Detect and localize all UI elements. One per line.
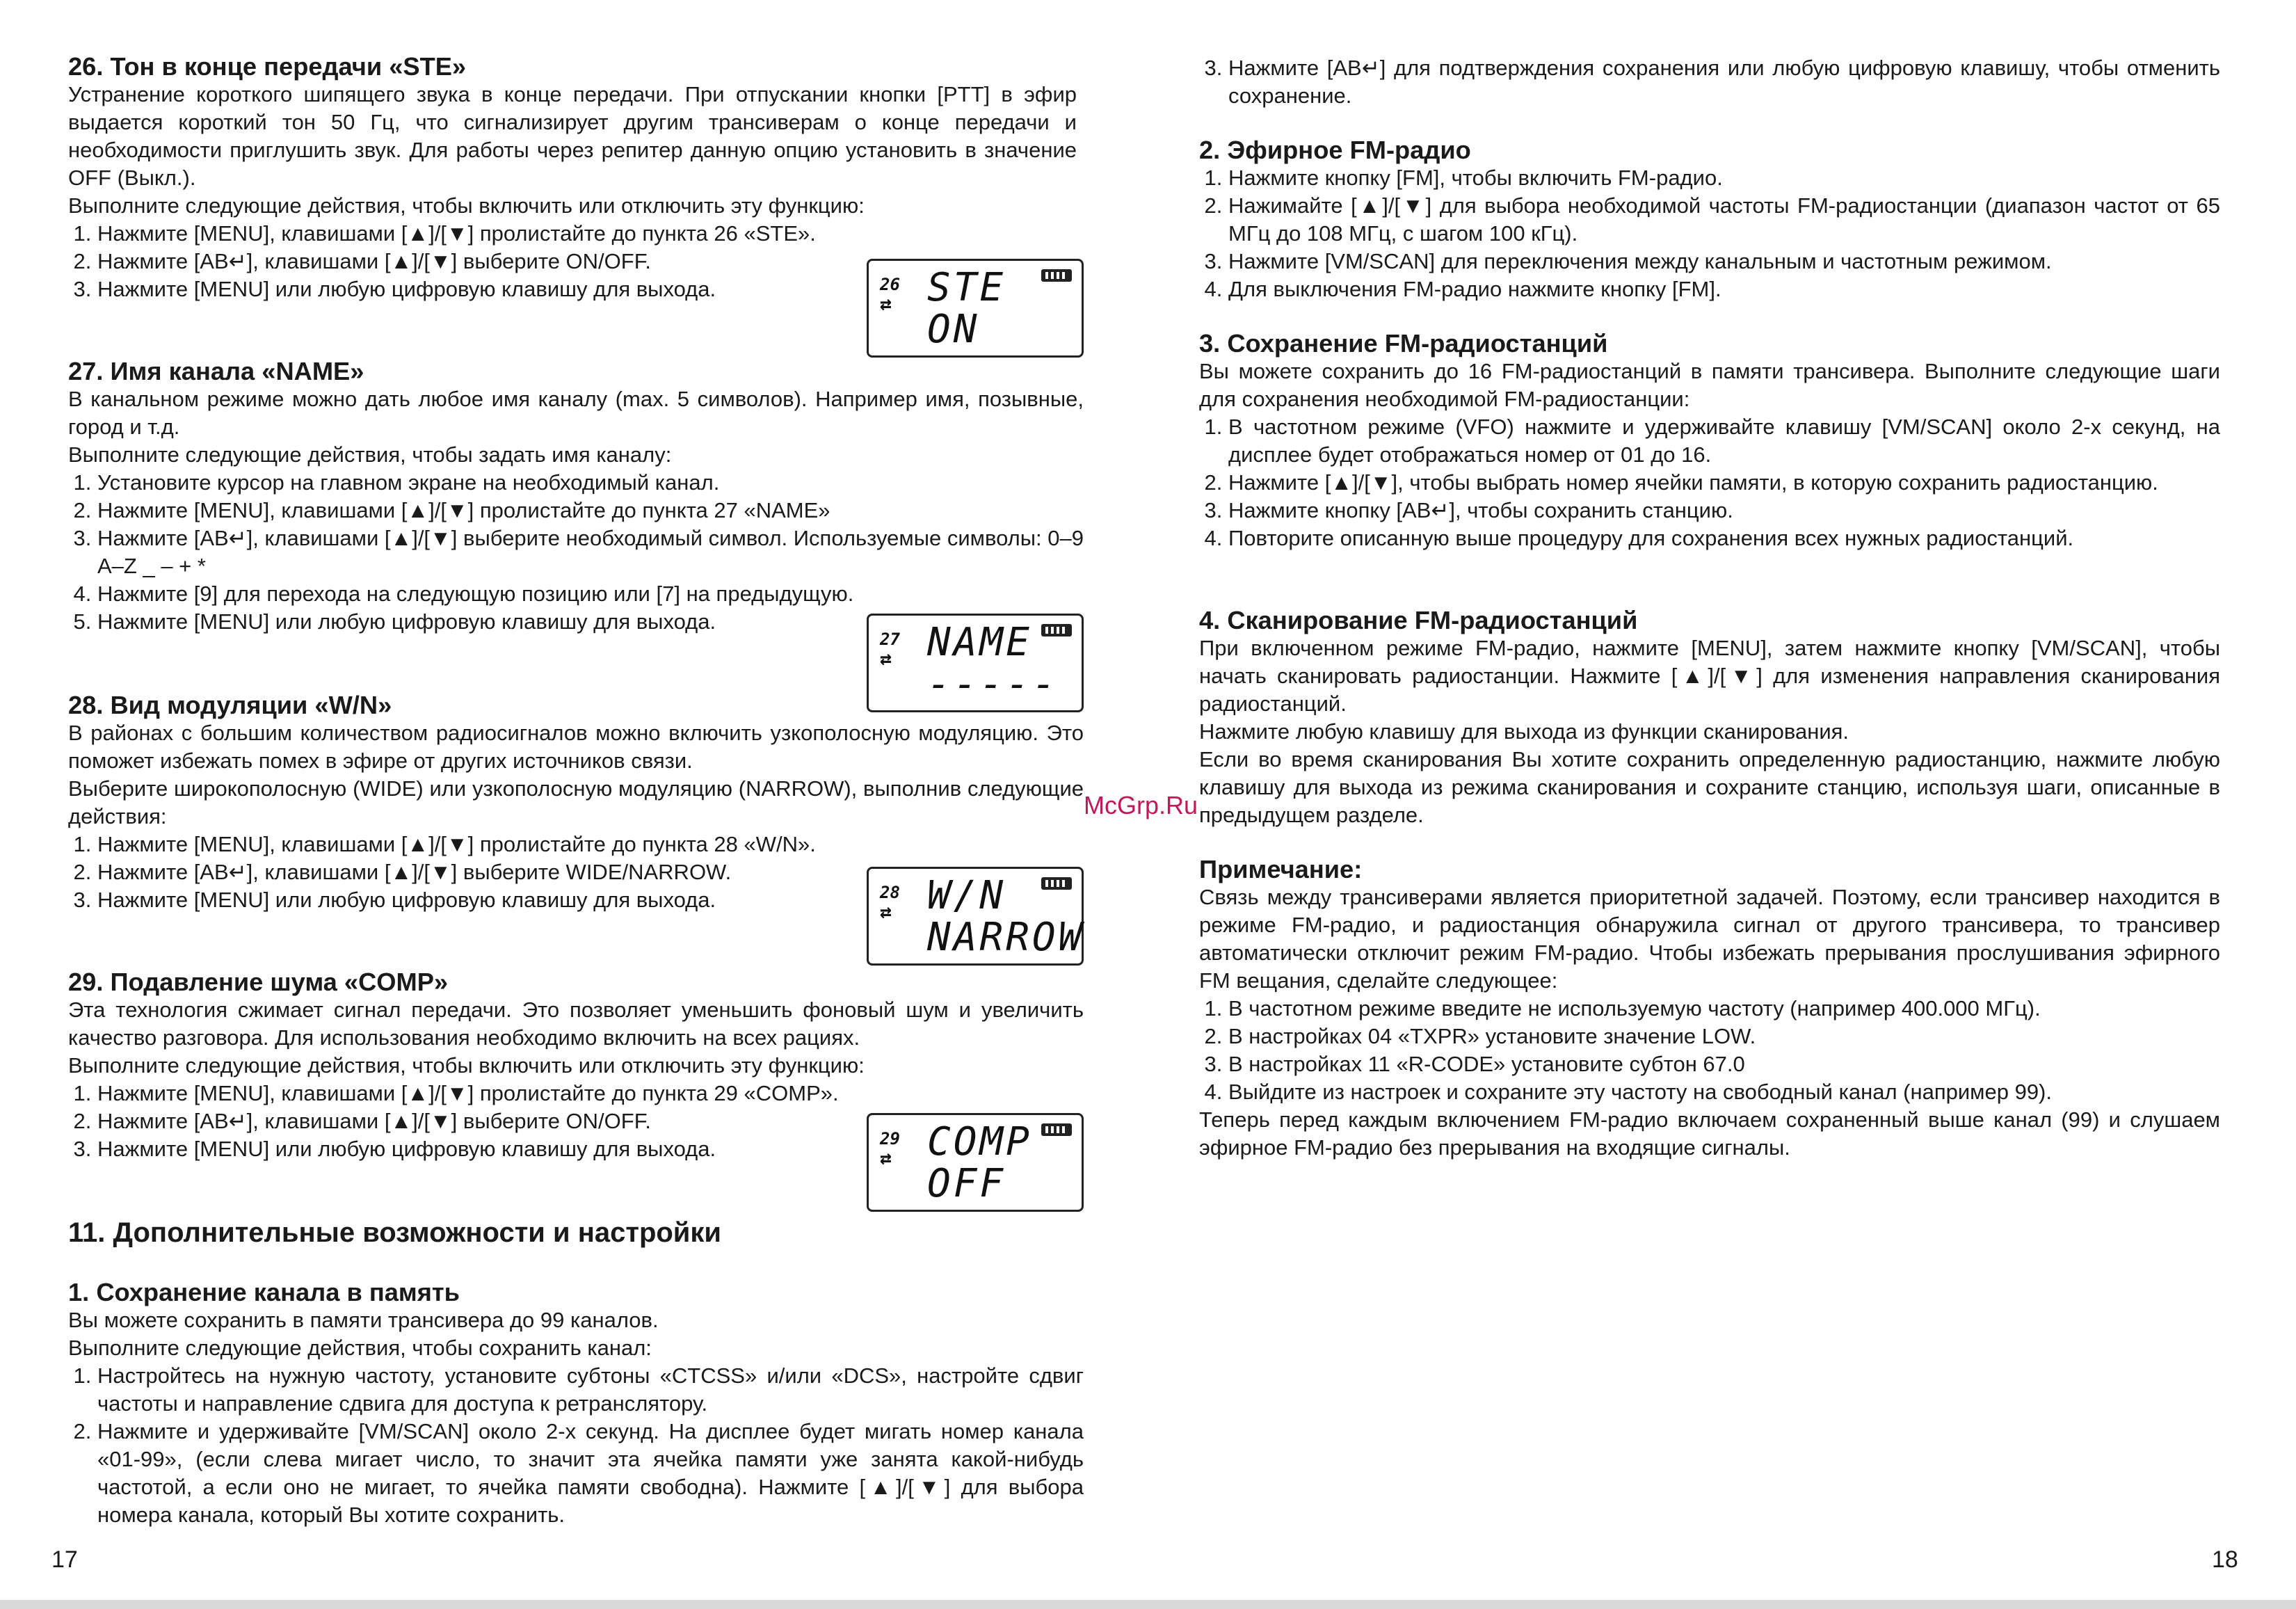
list-item: 1. В частотном режиме (VFO) нажмите и удерживайте клавишу [VM/SCAN] около 2-х секунд, на дисплее будет отображаться номер от 01 до 16. [1228, 413, 2220, 469]
section-4 [1199, 607, 2220, 829]
section-3-para: Вы можете сохранить до 16 FM-радиостанций в памяти трансивера. Выполните следующие шаги для сохранения необходимой FM-радиостанции: [1199, 359, 2220, 411]
swap-arrows-icon: ⇄ [880, 1146, 892, 1169]
swap-arrows-icon: ⇄ [880, 647, 892, 670]
list-item: 1. Нажмите [MENU], клавишами [▲]/[▼] пролистайте до пункта 26 «STE». [97, 220, 1084, 248]
watermark-link[interactable]: McGrp.Ru [1084, 791, 1198, 819]
lcd-menu-number: 29 [880, 1129, 900, 1148]
chapter-title: 11. Дополнительные возможности и настройки [68, 1217, 722, 1248]
list-item: 3. Нажмите [VM/SCAN] для переключения между канальным и частотным режимом. [1228, 248, 2220, 275]
list-item: 3. Нажмите [MENU] или любую цифровую клавишу для выхода. [97, 1135, 1084, 1163]
section-2-title: 2. Эфирное FM-радио [1199, 136, 1471, 164]
list-item: 2. Нажмите [▲]/[▼], чтобы выбрать номер ячейки памяти, в которую сохранить радиостанцию. [1228, 469, 2220, 497]
page-number-left: 17 [51, 1546, 78, 1573]
list-item: 4. Нажмите [9] для перехода на следующую позицию или [7] на предыдущую. [97, 580, 1084, 608]
section-27-steps [68, 469, 1084, 636]
lcd-menu-number: 27 [880, 630, 900, 649]
section-3-title: 3. Сохранение FM-радиостанций [1199, 329, 1608, 358]
section-1-title: 1. Сохранение канала в память [68, 1278, 460, 1306]
section-3 [1199, 330, 2220, 552]
list-item: 2. Нажмите [MENU], клавишами [▲]/[▼] пролистайте до пункта 27 «NAME» [97, 497, 1084, 525]
note-section [1199, 856, 2220, 1162]
page-number-right: 18 [2212, 1546, 2238, 1573]
list-item: 3. Нажмите [AB↵], клавишами [▲]/[▼] выберите необходимый символ. Используемые символы: 0–9 A–Z _ – + * [97, 525, 1084, 580]
lcd-line-1: COMP [927, 1119, 1032, 1164]
list-item: 5. Нажмите [MENU] или любую цифровую клавишу для выхода. [97, 608, 1084, 636]
lcd-line-1: NAME [927, 620, 1032, 665]
section-1-steps [68, 1362, 1084, 1529]
lcd-display-comp [867, 1113, 1084, 1212]
section-29-intro: Выполните следующие действия, чтобы включить или отключить эту функцию: [68, 1053, 865, 1078]
lcd-menu-number: 28 [880, 883, 900, 902]
list-item: 4. Для выключения FM-радио нажмите кнопку [FM]. [1228, 275, 2220, 303]
swap-arrows-icon: ⇄ [880, 292, 892, 315]
battery-icon [1041, 269, 1072, 282]
lcd-line-2: ----- [927, 662, 1059, 707]
section-26-title: 26. Тон в конце передачи «STE» [68, 52, 467, 81]
section-1-continued [1199, 54, 2220, 110]
section-27-title: 27. Имя канала «NAME» [68, 357, 364, 385]
section-27 [68, 358, 1084, 636]
list-item: 4. Повторите описанную выше процедуру для сохранения всех нужных радиостанций. [1228, 525, 2220, 552]
section-29-title: 29. Подавление шума «COMP» [68, 968, 449, 996]
lcd-menu-number: 26 [880, 275, 900, 294]
section-4-para-3: Если во время сканирования Вы хотите сохранить определенную радиостанцию, нажмите любую клавишу для выхода из режима сканирования и сохраните станцию, используя шаги, описанные в предыдущем разделе. [1199, 747, 2220, 827]
list-item: 3. Нажмите [AB↵] для подтверждения сохранения или любую цифровую клавишу, чтобы отменить сохранение. [1228, 54, 2220, 110]
section-1-para: Вы можете сохранить в памяти трансивера до 99 каналов. [68, 1308, 659, 1332]
swap-arrows-icon: ⇄ [880, 900, 892, 923]
list-item: 2. Нажмите и удерживайте [VM/SCAN] около 2-х секунд. На дисплее будет мигать номер канала «01-99», (если слева мигает число, то значит эта ячейка памяти уже занята какой-нибудь частотой, а если оно не мигает, то ячейка памяти свободна). Нажмите [▲]/[▼] для выбора номера канала, который Вы хотите сохранить. [97, 1418, 1084, 1529]
section-26-para: Устранение короткого шипящего звука в конце передачи. При отпускании кнопки [PTT] в эфир выдается короткий тон 50 Гц, что сигнализирует другим трансиверам о конце передачи и необходимости приглушить звук. Для работы через репитер данную опцию установить в значение OFF (Выкл.). [68, 82, 1077, 190]
section-1-continued-steps [1199, 54, 2220, 110]
note-steps [1199, 995, 2220, 1106]
note-outro: Теперь перед каждым включением FM-радио включаем сохраненный выше канал (99) и слушаем эфирное FM-радио без прерывания на входящие сигналы. [1199, 1107, 2220, 1160]
section-2 [1199, 136, 2220, 303]
list-item: 1. Нажмите кнопку [FM], чтобы включить FM-радио. [1228, 164, 2220, 192]
lcd-line-1: STE [927, 265, 1006, 310]
section-29-para: Эта технология сжимает сигнал передачи. Это позволяет уменьшить фоновый шум и увеличить качество разговора. Для использования необходимо включить на всех рациях. [68, 998, 1084, 1050]
list-item: 1. Настройтесь на нужную частоту, установите субтоны «CTCSS» и/или «DCS», настройте сдвиг частоты и направление сдвига для доступа к ретранслятору. [97, 1362, 1084, 1418]
list-item: 2. В настройках 04 «TXPR» установите значение LOW. [1228, 1023, 2220, 1050]
lcd-line-2: OFF [927, 1161, 1006, 1206]
battery-icon [1041, 877, 1072, 890]
section-28-intro: Выберите широкополосную (WIDE) или узкополосную модуляцию (NARROW), выполнив следующие действия: [68, 776, 1084, 828]
list-item: 1. Установите курсор на главном экране на необходимый канал. [97, 469, 1084, 497]
list-item: 2. Нажмите [AB↵], клавишами [▲]/[▼] выберите WIDE/NARROW. [97, 858, 1084, 886]
battery-icon [1041, 624, 1072, 637]
list-item: 2. Нажимайте [▲]/[▼] для выбора необходимой частоты FM-радиостанции (диапазон частот от 65 МГц до 108 МГц, с шагом 100 кГц). [1228, 192, 2220, 248]
section-4-title: 4. Сканирование FM-радиостанций [1199, 606, 1638, 634]
list-item: 4. Выйдите из настроек и сохраните эту частоту на свободный канал (например 99). [1228, 1078, 2220, 1106]
list-item: 1. Нажмите [MENU], клавишами [▲]/[▼] пролистайте до пункта 29 «COMP». [97, 1080, 1084, 1107]
note-title: Примечание: [1199, 855, 1363, 883]
list-item: 3. Нажмите [MENU] или любую цифровую клавишу для выхода. [97, 275, 1084, 303]
list-item: 2. Нажмите [AB↵], клавишами [▲]/[▼] выберите ON/OFF. [97, 1107, 1084, 1135]
lcd-line-2: ON [927, 307, 980, 352]
list-item: 3. Нажмите кнопку [AB↵], чтобы сохранить станцию. [1228, 497, 2220, 525]
section-3-steps [1199, 413, 2220, 552]
bottom-divider [0, 1600, 2296, 1609]
lcd-line-2: NARROW [927, 915, 1085, 960]
list-item: 3. Нажмите [MENU] или любую цифровую клавишу для выхода. [97, 886, 1084, 914]
list-item: 3. В настройках 11 «R-CODE» установите субтон 67.0 [1228, 1050, 2220, 1078]
list-item: 2. Нажмите [AB↵], клавишами [▲]/[▼] выберите ON/OFF. [97, 248, 1084, 275]
section-28-para: В районах с большим количеством радиосигналов можно включить узкополосную модуляцию. Это поможет избежать помех в эфире от других источников связи. [68, 721, 1084, 773]
section-27-intro: Выполните следующие действия, чтобы задать имя каналу: [68, 442, 672, 467]
section-4-para-1: При включенном режиме FM-радио, нажмите [MENU], затем нажмите кнопку [VM/SCAN], чтобы начать сканировать радиостанции. Нажмите [▲]/[▼] для изменения направления сканирования радиостанций. [1199, 636, 2220, 716]
list-item: 1. Нажмите [MENU], клавишами [▲]/[▼] пролистайте до пункта 28 «W/N». [97, 831, 1084, 858]
section-28-title: 28. Вид модуляции «W/N» [68, 691, 392, 719]
battery-icon [1041, 1123, 1072, 1136]
lcd-display-ste [867, 259, 1084, 358]
list-item: 1. В частотном режиме введите не используемую частоту (например 400.000 МГц). [1228, 995, 2220, 1023]
note-para: Связь между трансиверами является приоритетной задачей. Поэтому, если трансивер находится в режиме FM-радио, и радиостанция обнаружила сигнал от другого трансивера, то трансивер автоматически отключит режим FM-радио. Чтобы избежать прерывания прослушивания эфирного FM вещания, сделайте следующее: [1199, 885, 2220, 993]
lcd-display-wn [867, 867, 1084, 966]
lcd-line-1: W/N [927, 873, 1006, 918]
section-1-intro: Выполните следующие действия, чтобы сохранить канал: [68, 1336, 652, 1360]
section-27-para: В канальном режиме можно дать любое имя каналу (max. 5 символов). Например имя, позывные, город и т.д. [68, 387, 1084, 439]
section-2-steps [1199, 164, 2220, 303]
section-1 [68, 1279, 1084, 1529]
section-4-para-2: Нажмите любую клавишу для выхода из функции сканирования. [1199, 719, 1849, 744]
section-26-intro: Выполните следующие действия, чтобы включить или отключить эту функцию: [68, 193, 865, 218]
